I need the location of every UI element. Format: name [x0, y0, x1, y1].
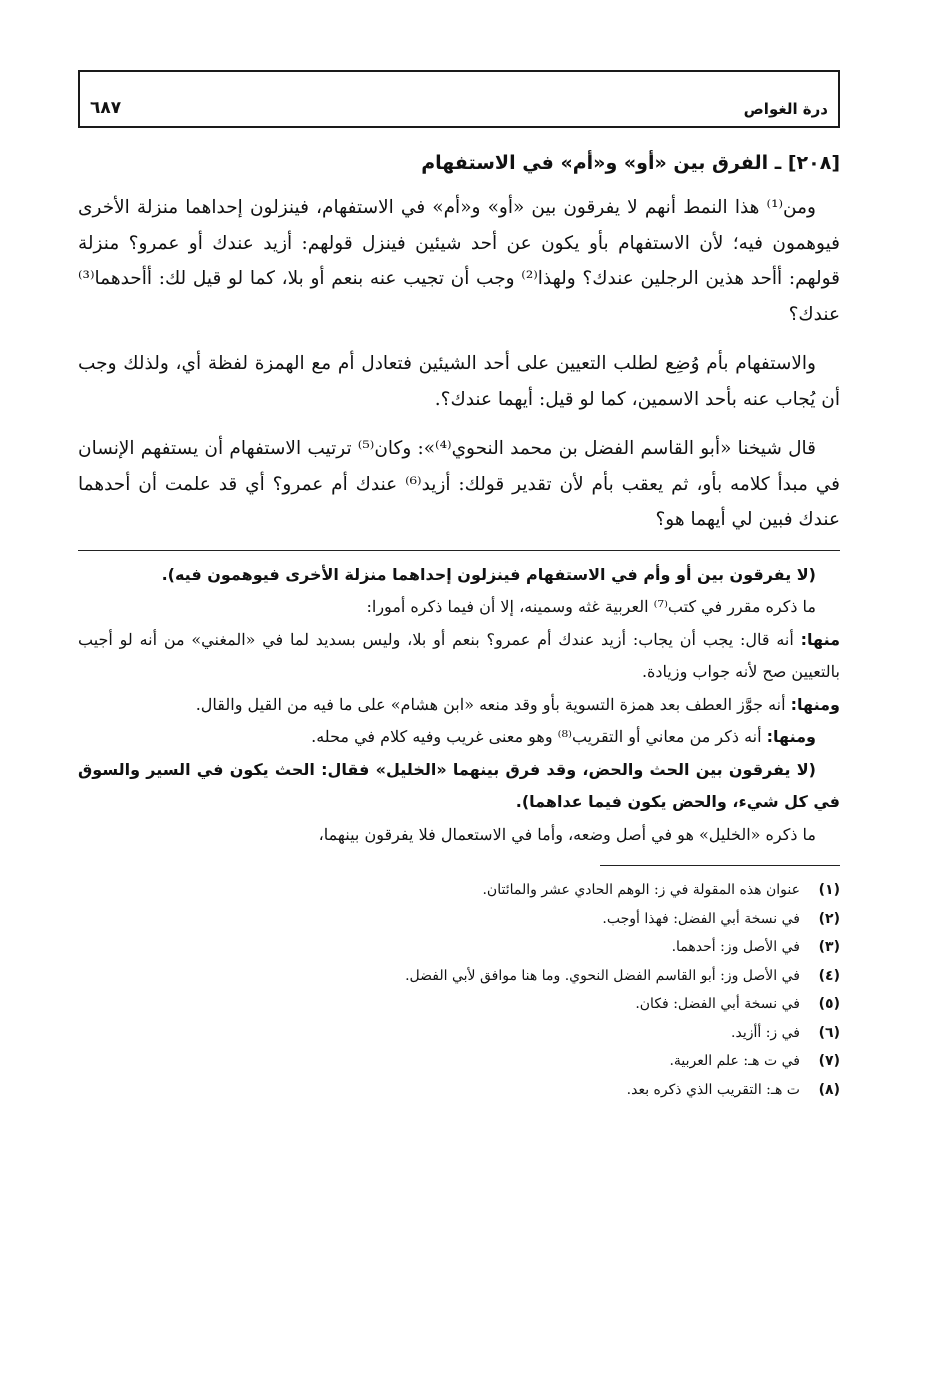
footnote — [78, 1076, 840, 1105]
main-text — [78, 190, 840, 538]
commentary-paragraph-3 — [78, 624, 840, 689]
commentary-quote-1: (لا يفرقون بين أو وأم في الاستفهام فينزلون إحداهما منزلة الأخرى فيوهمون فيه). — [161, 564, 816, 584]
commentary-paragraph-7: ما ذكره «الخليل» هو في أصل وضعه، وأما في الاستعمال فلا يفرقون بينهما، — [318, 824, 816, 844]
book-page — [78, 70, 840, 1104]
commentary-paragraph-2: ما ذكره مقرر في كتب⁽⁷⁾ العربية غثه وسمينه، إلا أن فيما ذكره أمورا: — [366, 597, 816, 616]
commentary — [78, 559, 840, 852]
footnote — [78, 933, 840, 962]
footnote-number: (٥) — [818, 996, 840, 1012]
commentary-lead-4: ومنها: — [790, 694, 840, 714]
main-paragraph-2: والاستفهام بأم وُضِع لطلب التعيين على أحد الشيئين فتعادل أم مع الهمزة لفظة أي، ولذلك وجب أن يُجاب عنه بأحد الاسمين، كما لو قيل: أيهما عندك؟. — [78, 353, 840, 410]
commentary-divider — [78, 550, 840, 551]
commentary-text-5: أنه ذكر من معاني أو التقريب⁽⁸⁾ وهو معنى غريب وفيه كلام في محله. — [311, 727, 767, 746]
footnote — [78, 1019, 840, 1048]
footnote-number: (٣) — [818, 939, 840, 955]
footnote-text: في ت هـ: علم العربية. — [669, 1053, 800, 1069]
page-header — [78, 70, 840, 128]
footnote-number: (٧) — [818, 1053, 840, 1069]
footnote — [78, 962, 840, 991]
commentary-quote-6: (لا يفرقون بين الحث والحض، وقد فرق بينهما «الخليل» فقال: الحث يكون في السير والسوق في كل شيء، والحض يكون فيما عداهما). — [78, 759, 840, 811]
footnote — [78, 905, 840, 934]
footnote — [78, 990, 840, 1019]
footnote — [78, 1047, 840, 1076]
footnote-number: (٨) — [818, 1081, 840, 1098]
footnote-text: في نسخة أبي الفضل: فكان. — [635, 996, 800, 1012]
footnote-text: في نسخة أبي الفضل: فهذا أوجب. — [602, 910, 800, 927]
commentary-lead-5: ومنها: — [766, 727, 816, 746]
main-paragraph-3: قال شيخنا «أبو القاسم الفضل بن محمد النحوي⁽⁴⁾»: وكان⁽⁵⁾ ترتيب الاستفهام أن يستفهم الإنسان في مبدأ كلامه بأو، ثم يعقب بأم لأن تقدير قولك: أزيد⁽⁶⁾ عندك أم عمرو؟ أي قد علمت أن أحدهما عندك فبين لي أيهما هو؟ — [78, 438, 840, 530]
commentary-paragraph-4 — [78, 689, 840, 722]
commentary-paragraph-5 — [78, 721, 840, 754]
footnote-number: (٢) — [818, 910, 840, 927]
footnote-text: في الأصل وز: أحدهما. — [671, 939, 800, 955]
commentary-text-4: أنه جوَّز العطف بعد همزة التسوية بأو وقد منعه «ابن هشام» على ما فيه من القيل والقال. — [195, 694, 791, 714]
footnote-text: في الأصل وز: أبو القاسم الفضل النحوي. وما هنا موافق لأبي الفضل. — [405, 967, 800, 984]
footnote-number: (١) — [818, 882, 840, 898]
footnote-text: ت هـ: التقريب الذي ذكره بعد. — [626, 1081, 800, 1098]
footnote-text: عنوان هذه المقولة في ز: الوهم الحادي عشر والمائتان. — [482, 882, 800, 898]
footnote-number: (٦) — [818, 1024, 840, 1041]
footnote — [78, 876, 840, 905]
main-paragraph-1: ومن⁽¹⁾ هذا النمط أنهم لا يفرقون بين «أو» و«أم» في الاستفهام، فينزلون إحداهما منزلة الأخرى فيوهمون فيه؛ لأن الاستفهام بأو يكون عن أحد شيئين فينزل قولهم: أزيد عندك أو عمرو؟ منزلة قولهم: أأحد هذين الرجلين عندك؟ ولهذا⁽²⁾ وجب أن تجيب عنه بنعم أو بلا، كما لو قيل لك: أأحدهما⁽³⁾ عندك؟ — [78, 197, 840, 325]
page-number: ٦٨٧ — [90, 98, 122, 118]
footnote-text: في ز: أأزيد. — [731, 1024, 800, 1041]
commentary-lead-3: منها: — [800, 629, 841, 649]
footnote-number: (٤) — [818, 967, 840, 984]
commentary-text-3: أنه قال: يجب أن يجاب: أزيد عندك أم عمرو؟ بنعم أو بلا، وليس بسديد لما في «المغني» من أنه لو أجيب بالتعيين صح لأنه جواب وزيادة. — [78, 629, 840, 681]
running-title: درة الغواص — [743, 100, 828, 118]
footnotes-divider — [600, 865, 840, 866]
footnotes — [78, 876, 840, 1104]
section-title: [٢٠٨] ـ الفرق بين «أو» و«أم» في الاستفهام — [421, 152, 840, 174]
